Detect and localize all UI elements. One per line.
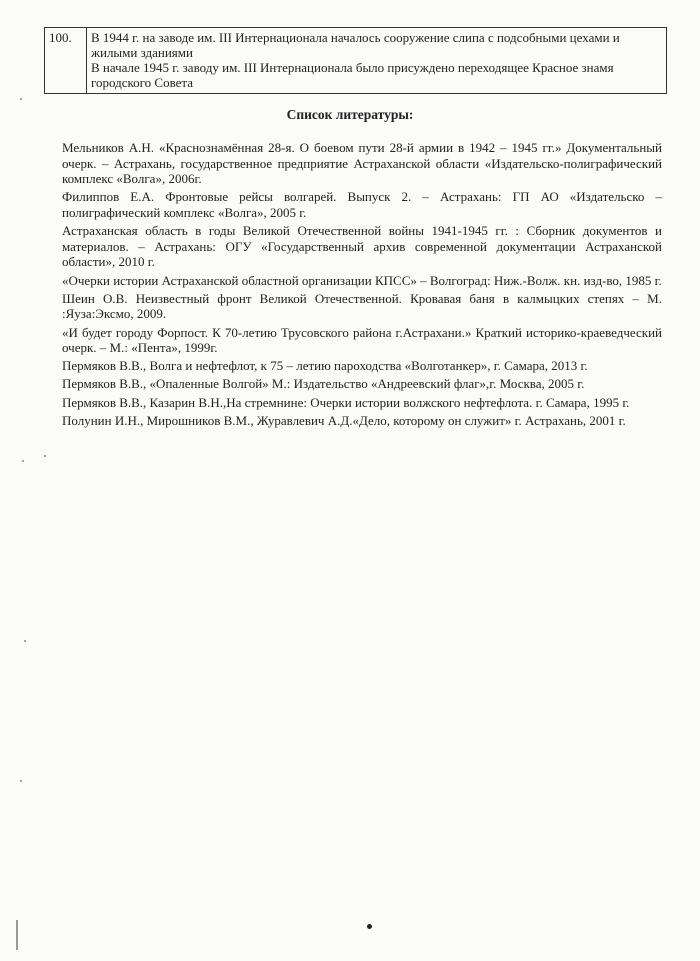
bibliography-entry: Филиппов Е.А. Фронтовые рейсы волгарей. Выпуск 2. – Астрахань: ГП АО «Издательско – полиграфический комплекс «Волга», 2005 г.: [62, 189, 662, 220]
chronology-table: [44, 27, 667, 94]
row-number: 100.: [45, 28, 87, 94]
bibliography-entry: Пермяков В.В., Волга и нефтефлот, к 75 – летию пароходства «Волготанкер», г. Самара, 2013 г.: [62, 358, 588, 374]
bibliography-entry: Полунин И.Н., Мирошников В.М., Журавлевич А.Д.«Дело, которому он служит» г. Астрахань, 2001 г.: [62, 412, 626, 428]
bibliography-heading: Список литературы:: [286, 107, 414, 122]
scan-speck: [22, 460, 24, 462]
event-text: В начале 1945 г. заводу им. III Интернационала было присуждено переходящее Красное знамя городского Совета: [91, 60, 614, 90]
binding-mark: [16, 920, 18, 950]
scan-speck: [24, 640, 26, 642]
scan-speck: [20, 98, 22, 100]
bibliography-list: [62, 140, 662, 431]
scan-speck: [44, 455, 46, 457]
event-text: В 1944 г. на заводе им. III Интернационала началось сооружение слипа с подсобными цехами и жилыми зданиями: [91, 30, 620, 60]
bibliography-entry: Шеин О.В. Неизвестный фронт Великой Отечественной. Кровавая баня в калмыцких степях – М. :Яуза:Эксмо, 2009.: [62, 290, 662, 322]
bibliography-entry: «Очерки истории Астраханской областной организации КПСС» – Волгоград: Ниж.-Волж. кн. изд-во, 1985 г.: [62, 272, 662, 288]
scan-speck: [20, 780, 22, 782]
bibliography-entry: «И будет городу Форпост. К 70-летию Трусовского района г.Астрахани.» Краткий историко-краеведческий очерк. – М.: «Пента», 1999г.: [62, 324, 662, 356]
bibliography-entry: Мельников А.Н. «Краснознамённая 28-я. О боевом пути 28-й армии в 1942 – 1945 гг.» Документальный очерк. – Астрахань, государственное предприятие Астраханской области «Издательско-полиграфический комплекс «Волга», 2006г.: [62, 140, 662, 187]
row-events: [87, 28, 667, 94]
scan-speck: [367, 924, 372, 929]
bibliography-entry: Пермяков В.В., «Опаленные Волгой» М.: Издательство «Андреевский флаг»,г. Москва, 2005 г.: [62, 376, 585, 392]
bibliography-entry: Астраханская область в годы Великой Отечественной войны 1941-1945 гг. : Сборник документов и материалов. – Астрахань: ОГУ «Государственный архив современной документации Астраханской области», 2010 г.: [62, 223, 662, 270]
bibliography-entry: Пермяков В.В., Казарин В.Н.,На стремнине: Очерки истории волжского нефтефлота. г. Самара, 1995 г.: [62, 394, 630, 410]
table-row: [45, 28, 667, 94]
